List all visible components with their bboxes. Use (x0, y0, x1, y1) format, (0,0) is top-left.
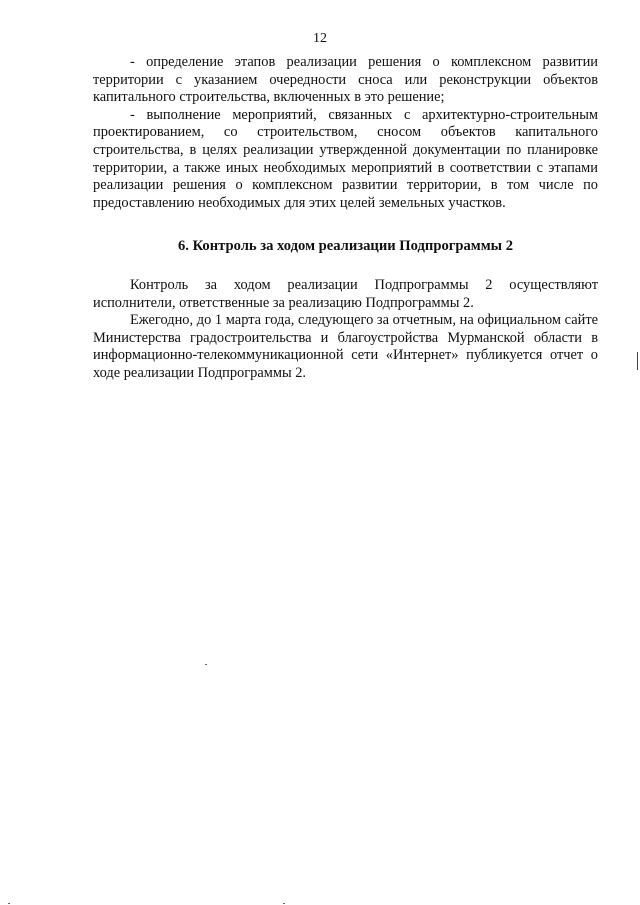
list-item: - выполнение мероприятий, связанных с архитектурно-строительным проектированием, со строительством, сносом объектов капитального строительства, в целях реализации утвержденной документации по планировке территории, а также иных необходимых мероприятий в соответствии с этапами реализации решения о комплексном развитии территории, в том числе по предоставлению необходимых для этих целей земельных участков. (93, 106, 598, 211)
scan-artifact (8, 903, 10, 904)
list-item: - определение этапов реализации решения о комплексном развитии территории с указанием очередности сноса или реконструкции объектов капитального строительства, включенных в это решение; (93, 54, 598, 106)
section-paragraph: Ежегодно, до 1 марта года, следующего за отчетным, на официальном сайте Министерства градостроительства и благоустройства Мурманской области в информационно-телекоммуникационной сети «Интернет» публикуется отчет о ходе реализации Подпрограммы 2. (93, 312, 598, 381)
scan-artifact (205, 664, 207, 665)
scan-artifact (637, 352, 638, 370)
page-number: 12 (313, 31, 327, 46)
section-heading: 6. Контроль за ходом реализации Подпрограммы 2 (177, 238, 514, 255)
section-paragraph: Контроль за ходом реализации Подпрограммы 2 осуществляют исполнители, ответственные за реализацию Подпрограммы 2. (93, 276, 598, 311)
document-body (93, 54, 598, 383)
scan-artifact (283, 903, 285, 904)
